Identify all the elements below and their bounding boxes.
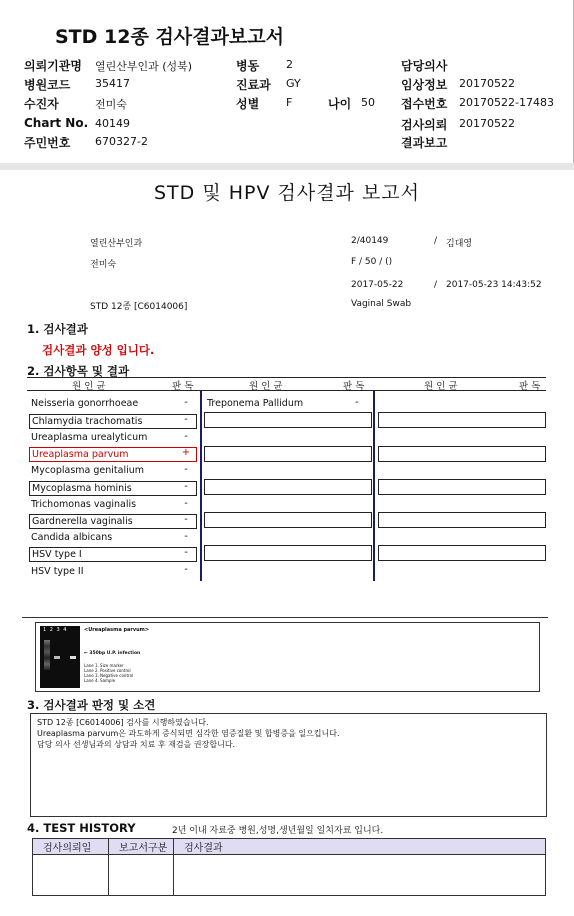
chart-number: 2/40149 <box>351 236 389 246</box>
pathogen-mycoplasma-hominis: Mycoplasma hominis <box>29 481 197 496</box>
gel-electrophoresis-image <box>35 622 540 692</box>
results-table-header <box>27 377 546 391</box>
gel-legend-4: Lane 4. Sample <box>84 678 116 683</box>
result-mycoplasma-hominis: - <box>184 481 188 492</box>
patient-name: 전미숙 <box>90 260 117 270</box>
sex-age: F / 50 / () <box>351 257 393 267</box>
result-treponema-pallidum: - <box>355 397 359 408</box>
value-resident-number: 670327-2 <box>95 135 148 148</box>
value-requesting-institution: 열린산부인과 (성북) <box>95 60 193 73</box>
pathogen-trichomonas-vaginalis: Trichomonas vaginalis <box>31 499 137 510</box>
label-clinical-info: 임상정보 <box>401 78 448 92</box>
label-requesting-institution: 의뢰기관명 <box>24 59 82 73</box>
history-header-result: 검사결과 <box>174 839 546 855</box>
value-receipt-number: 20170522-17483 <box>459 96 554 109</box>
empty-result-box <box>204 446 372 462</box>
section-3-title: 3. 검사결과 판정 및 소견 <box>27 698 156 712</box>
value-clinical-info: 20170522 <box>459 77 515 90</box>
positive-control-band <box>54 656 60 659</box>
specimen: Vaginal Swab <box>351 299 412 309</box>
empty-result-box <box>378 545 546 561</box>
empty-result-box <box>204 479 372 495</box>
sample-band <box>70 656 76 659</box>
section-2-title: 2. 검사항목 및 결과 <box>27 364 130 378</box>
result-hsv-type-2: - <box>184 564 188 575</box>
pathogen-ureaplasma-urealyticum: Ureaplasma urealyticum <box>31 432 148 443</box>
label-hospital-code: 병원코드 <box>24 78 71 92</box>
history-note: 2년 이내 자료중 병원,성명,생년월일 일치자료 입니다. <box>172 826 384 836</box>
report-title: STD 12종 검사결과보고서 <box>55 26 284 48</box>
result-ureaplasma-urealyticum: - <box>184 431 188 442</box>
separator: / <box>434 236 438 246</box>
col2-judge-header: 판 독 <box>343 381 365 392</box>
doctor-name: 김대영 <box>446 239 473 249</box>
value-department: GY <box>286 77 301 90</box>
gel-photo <box>40 626 80 688</box>
result-trichomonas-vaginalis: - <box>184 498 188 509</box>
result-summary: 검사결과 양성 입니다. <box>42 343 155 357</box>
opinion-line-1: STD 12종 [C6014006] 검사를 시행하였습니다. <box>37 718 209 727</box>
pathogen-gardnerella-vaginalis: Gardnerella vaginalis <box>29 514 197 529</box>
pathogen-ureaplasma-parvum: Ureaplasma parvum <box>29 447 197 462</box>
pathogen-neisseria-gonorrhoeae: Neisseria gonorrhoeae <box>31 398 139 409</box>
label-chart-no: Chart No. <box>24 116 89 130</box>
value-hospital-code: 35417 <box>95 77 130 90</box>
value-chart-no: 40149 <box>95 117 130 130</box>
label-resident-number: 주민번호 <box>24 136 71 150</box>
gel-legend-1: Lane 1. Size marker <box>84 663 124 668</box>
result-mycoplasma-genitalium: - <box>184 464 188 475</box>
label-age: 나이 <box>328 97 352 111</box>
result-candida-albicans: - <box>184 531 188 542</box>
history-cell <box>109 855 174 896</box>
empty-result-box <box>378 512 546 528</box>
history-header-request-date: 검사의뢰일 <box>33 839 109 855</box>
result-gardnerella-vaginalis: - <box>184 514 188 525</box>
col3-pathogen-header: 원 인 균 <box>424 381 458 392</box>
empty-result-box <box>204 545 372 561</box>
report-summary-page <box>0 0 574 163</box>
pathogen-mycoplasma-genitalium: Mycoplasma genitalium <box>31 465 145 476</box>
empty-result-box <box>204 512 372 528</box>
section-divider <box>22 617 548 618</box>
value-ward: 2 <box>286 58 293 71</box>
col2-pathogen-header: 원 인 균 <box>249 381 283 392</box>
label-sex: 성별 <box>236 97 260 111</box>
gel-title: <Ureaplasma parvum> <box>84 627 150 633</box>
label-doctor: 담당의사 <box>401 59 448 73</box>
pathogen-chlamydia-trachomatis: Chlamydia trachomatis <box>29 414 197 429</box>
report-datetime: 2017-05-23 14:43:52 <box>446 280 542 290</box>
value-age: 50 <box>361 96 375 109</box>
label-patient: 수진자 <box>24 97 59 111</box>
request-date: 2017-05-22 <box>351 280 404 290</box>
col1-pathogen-header: 원 인 균 <box>72 381 106 392</box>
column-divider-1 <box>200 391 202 581</box>
opinion-box <box>30 713 547 817</box>
size-marker-lane <box>44 640 50 670</box>
pathogen-treponema-pallidum: Treponema Pallidum <box>207 398 304 409</box>
result-chlamydia-trachomatis: - <box>184 414 188 425</box>
gel-legend-3: Lane 3. Negative control <box>84 673 134 678</box>
history-cell <box>174 855 546 896</box>
opinion-line-2: Ureaplasma parvum은 과도하게 증식되면 심각한 염증질환 및 합병증을 일으킵니다. <box>37 729 340 738</box>
col3-judge-header: 판 독 <box>519 381 541 392</box>
empty-result-box <box>378 479 546 495</box>
separator-2: / <box>434 280 438 290</box>
column-divider-2 <box>373 391 375 581</box>
col1-judge-header: 판 독 <box>172 381 194 392</box>
section-1-title: 1. 검사결과 <box>27 322 88 336</box>
result-hsv-type-1: - <box>184 547 188 558</box>
empty-result-box <box>378 446 546 462</box>
label-test-request: 검사의뢰 <box>401 118 448 132</box>
label-department: 진료과 <box>236 78 271 92</box>
label-result-report: 결과보고 <box>401 136 448 150</box>
history-header-report-type: 보고서구분 <box>109 839 174 855</box>
empty-result-box <box>378 412 546 428</box>
gel-lane-numbers: 1 2 3 4 <box>43 627 68 633</box>
test-history-table <box>32 838 546 896</box>
hospital-name: 열린산부인과 <box>90 239 143 249</box>
pathogen-candida-albicans: Candida albicans <box>31 532 113 543</box>
empty-result-box <box>204 412 372 428</box>
result-neisseria-gonorrhoeae: - <box>184 397 188 408</box>
pathogen-hsv-type-1: HSV type I <box>29 547 197 562</box>
label-ward: 병동 <box>236 59 260 73</box>
label-receipt-number: 접수번호 <box>401 97 448 111</box>
opinion-line-3: 담당 의사 선생님과의 상담과 치료 후 재검을 권장합니다. <box>37 740 236 749</box>
pathogen-hsv-type-2: HSV type II <box>31 566 84 577</box>
section-4-title: 4. TEST HISTORY <box>27 821 136 835</box>
test-code: STD 12종 [C6014006] <box>90 302 188 312</box>
gel-legend-2: Lane 2. Positive control <box>84 668 131 673</box>
history-cell <box>33 855 109 896</box>
gel-band-label: ← 350bp U.P. infection <box>84 651 141 656</box>
value-patient: 전미숙 <box>95 98 127 111</box>
value-sex: F <box>286 96 293 109</box>
detailed-report-title: STD 및 HPV 검사결과 보고서 <box>153 182 421 204</box>
value-test-request: 20170522 <box>459 117 515 130</box>
result-ureaplasma-parvum: + <box>181 447 191 458</box>
